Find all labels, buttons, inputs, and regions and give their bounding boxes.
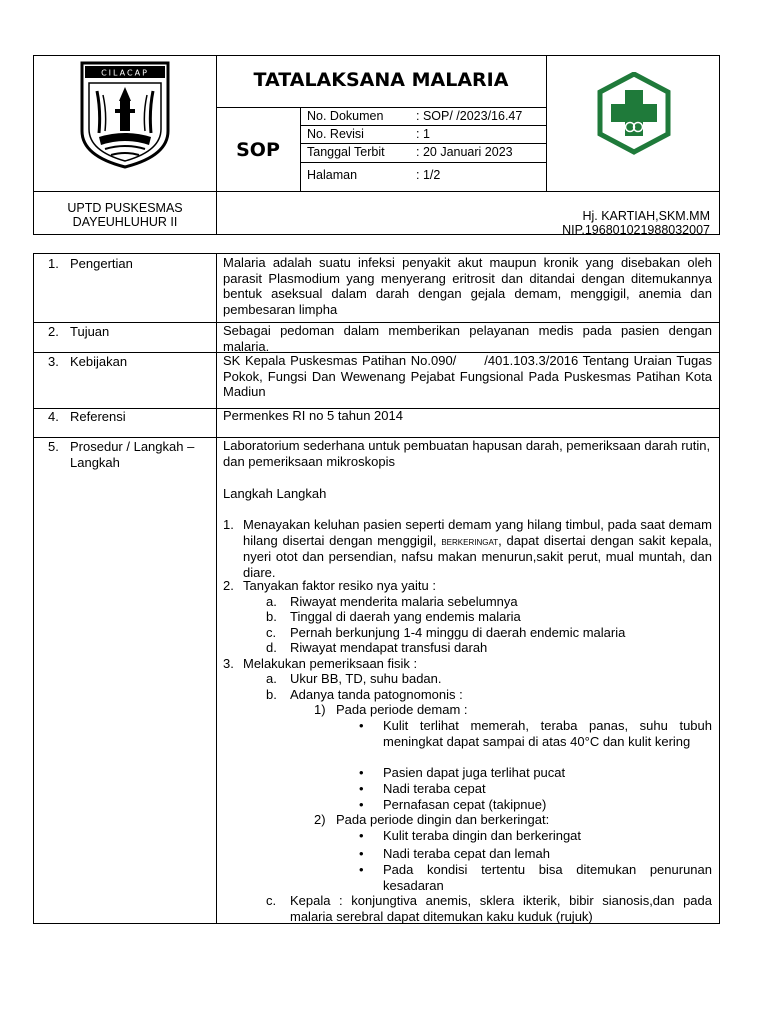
step-marker: 2. [223,578,234,593]
row-text-tujuan: Sebagai pedoman dalam memberikan pelayanan medis pada pasien dengan malaria. [223,323,712,354]
meta-label-halaman: Halaman [307,168,358,182]
sublist-marker: 1) [314,702,326,717]
sublist-item: Pada periode demam : [336,702,468,717]
prosedur-intro: Laboratorium sederhana untuk pembuatan hapusan darah, pemeriksaan darah rutin, dan pemeriksaan mikroskopis [223,438,711,469]
sublist-item: Pada periode dingin dan berkeringat: [336,812,550,827]
bullet-icon: • [359,828,364,843]
document-title: TATALAKSANA MALARIA [253,69,509,91]
row-text-referensi: Permenkes RI no 5 tahun 2014 [223,408,403,423]
row-number: 2. [48,324,59,339]
org-line-2: DAYEUHLUHUR II [72,215,178,229]
sop-header [33,55,720,235]
bullet-icon: • [359,765,364,780]
step-marker: 3. [223,656,234,671]
step-marker: 1. [223,517,234,532]
list-item: Riwayat menderita malaria sebelumnya [290,594,518,609]
list-item: Tinggal di daerah yang endemis malaria [290,609,521,624]
list-marker: b. [266,687,277,702]
bullet-icon: • [359,797,364,812]
list-marker: c. [266,893,277,908]
step-1: Menayakan keluhan pasien seperti demam yang hilang timbul, pada saat demam hilang disertai dengan menggigil, berkeringat, dapat disertai dengan sakit kepala, nyeri otot dan persendian, nafsu makan menurun,sakit perut, mual muntah, dan diare. [243,517,712,580]
bullet-item: Nadi teraba cepat [383,781,486,796]
logo-text: CILACAP [101,68,149,78]
list-marker: b. [266,609,277,624]
bullet-item: Kulit teraba dingin dan berkeringat [383,828,582,843]
signer-block [546,209,710,237]
step-3: Melakukan pemeriksaan fisik : [243,656,418,671]
signer-nip: NIP.196801021988032007 [562,223,710,237]
list-marker: d. [266,640,277,655]
meta-label-tanggal: Tanggal Terbit [307,145,385,159]
org-line-1: UPTD PUSKESMAS [67,201,183,215]
list-marker: a. [266,671,277,686]
row-number: 4. [48,409,59,424]
steps-heading: Langkah Langkah [223,486,327,501]
list-item: Ukur BB, TD, suhu badan. [290,671,442,686]
row-label-tujuan: Tujuan [70,324,110,339]
meta-value-revisi: : 1 [416,127,430,141]
bullet-icon: • [359,718,364,733]
bullet-icon: • [359,781,364,796]
row-label-kebijakan: Kebijakan [70,354,128,369]
cilacap-logo [79,61,171,169]
meta-value-tanggal: : 20 Januari 2023 [416,145,513,159]
bullet-icon: • [359,846,364,861]
bullet-item: Kulit terlihat memerah, teraba panas, suhu tubuh meningkat dapat sampai di atas 40°C dan kulit kering [383,718,712,749]
puskesmas-logo [594,72,674,167]
bullet-icon: • [359,862,364,877]
row-number: 3. [48,354,59,369]
meta-label-revisi: No. Revisi [307,127,364,141]
sop-table [33,253,720,924]
row-number: 5. [48,439,59,454]
bullet-item: Pernafasan cepat (takipnue) [383,797,547,812]
list-marker: c. [266,625,277,640]
list-marker: a. [266,594,277,609]
sublist-marker: 2) [314,812,326,827]
row-text-pengertian: Malaria adalah suatu infeksi penyakit akut maupun kronik yang disebakan oleh parasit Plasmodium yang menyerang eritrosit dan ditandai dengan ditemukannya bentuk aseksual dalam darah dengan gejala demam, menggigil, anemia dan pembesaran limpha [223,255,712,317]
meta-label-dokumen: No. Dokumen [307,109,384,123]
meta-value-halaman: : 1/2 [416,168,441,182]
bullet-item: Pasien dapat juga terlihat pucat [383,765,566,780]
row-label-pengertian: Pengertian [70,256,133,271]
sop-label: SOP [236,139,280,161]
list-item: Pernah berkunjung 1-4 minggu di daerah endemic malaria [290,625,626,640]
org-name [34,201,216,229]
list-item: Kepala : konjungtiva anemis, sklera ikterik, bibir sianosis,dan pada malaria serebral dapat ditemukan kaku kuduk (rujuk) [290,893,712,924]
row-text-kebijakan: SK Kepala Puskesmas Patihan No.090/ /401.103.3/2016 Tentang Uraian Tugas Pokok, Fungsi Dan Wewenang Pejabat Fungsional Pada Puskesmas Patihan Kota Madiun [223,353,716,399]
list-item: Adanya tanda patognomonis : [290,687,463,702]
row-label-prosedur-line2: Langkah [70,455,120,470]
bullet-item: Pada kondisi tertentu bisa ditemukan penurunan kesadaran [383,862,712,893]
row-label-referensi: Referensi [70,409,126,424]
list-item: Riwayat mendapat transfusi darah [290,640,488,655]
meta-value-dokumen: : SOP/ /2023/16.47 [416,109,523,123]
row-label-prosedur-line1: Prosedur / Langkah – [70,439,195,454]
row-label-prosedur [70,439,194,471]
row-number: 1. [48,256,59,271]
step-2: Tanyakan faktor resiko nya yaitu : [243,578,436,593]
signer-name: Hj. KARTIAH,SKM.MM [582,209,710,223]
bullet-item: Nadi teraba cepat dan lemah [383,846,550,861]
